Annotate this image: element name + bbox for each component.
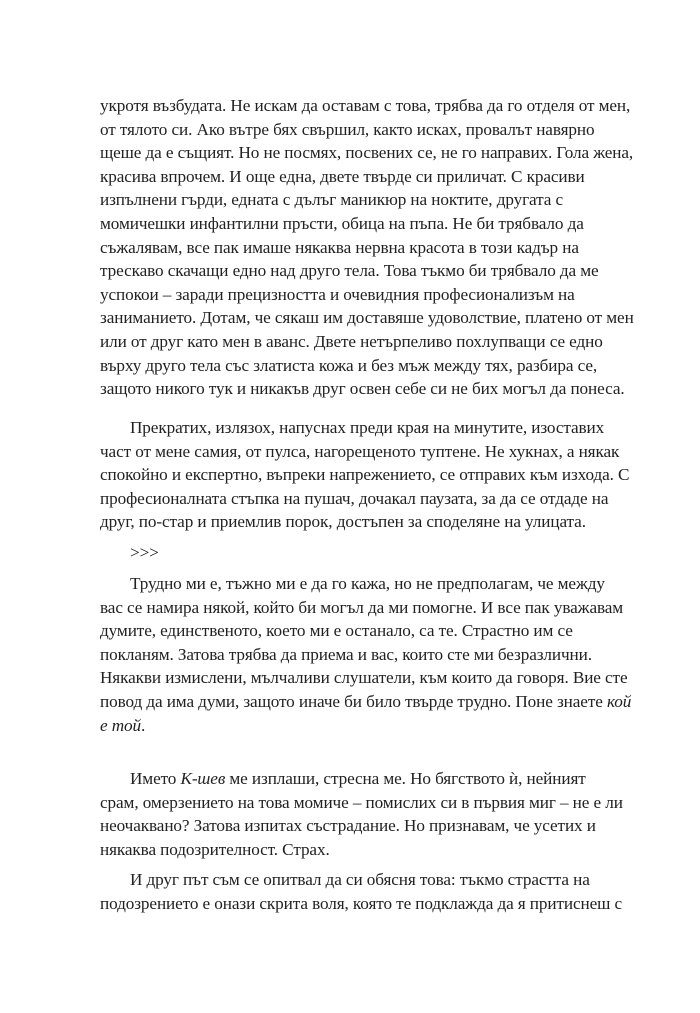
text-line: вас се намира някой, който би могъл да ми помогне. И все пак уважавам	[100, 597, 624, 617]
text-line: щеше да е същият. Но не посмях, посвених се, не го направих. Гола жена,	[100, 143, 634, 163]
text-line	[100, 767, 620, 791]
text-line: върху друго тела със златиста кожа и без мъж между тях, разбира се,	[100, 355, 598, 375]
paragraph-4	[100, 767, 623, 861]
text-line: друг, по-стар и приемлив порок, достъпен за споделяне на улицата.	[100, 512, 586, 532]
text-line: професионалната стъпка на пушач, дочакал паузата, за да се отдаде на	[100, 488, 609, 508]
paragraph-1	[100, 94, 634, 401]
text-line: срам, омерзението на това момиче – помислих си в първия миг – не е ли	[100, 792, 623, 812]
text-line: от тялото си. Ако вътре бях свършил, както исках, провалът навярно	[100, 119, 595, 139]
text-line: Някакви измислени, мълчаливи слушатели, към които да говоря. Вие сте	[100, 668, 628, 688]
text-line: успокои – заради прецизността и очевидния професионализъм на	[100, 284, 575, 304]
text-line: думите, единственото, което ми е останало, са те. Страстно им се	[100, 621, 573, 641]
text-line	[100, 714, 620, 738]
text-line: някаква подозрителност. Страх.	[100, 839, 330, 859]
text-line: или от друг като мен в аванс. Двете нетърпеливо похлупващи се едно	[100, 331, 603, 351]
text-run: повод да има думи, защото иначе би било твърде трудно. Поне знаете	[100, 691, 607, 711]
text-line: изпълнени гърди, едната с дълъг маникюр на ноктите, другата с	[100, 190, 564, 210]
text-line: част от мене самия, от пулса, нагорещеното туптене. Не хукнах, а някак	[100, 441, 620, 461]
text-line: Трудно ми е, тъжно ми е да го кажа, но не предполагам, че между	[130, 574, 605, 593]
text-line: подозрението е онази скрита воля, която те подклажда да я притиснеш с	[100, 893, 623, 913]
text-line: спокойно и експертно, въпреки напрежението, се отправих към изхода. С	[100, 465, 630, 485]
paragraph-5	[100, 868, 623, 915]
text-run: Името	[130, 769, 181, 788]
text-line: трескаво скачащи едно над друго тела. Това тъкмо би трябвало да ме	[100, 261, 599, 281]
italic-text: кой	[606, 691, 632, 711]
italic-text: е той	[100, 715, 142, 735]
text-line: И друг път съм се опитвал да си обясня това: тъкмо страстта на	[130, 870, 590, 889]
text-line: неочаквано? Затова изпитах състрадание. Но признавам, че усетих и	[100, 816, 596, 836]
text-line: красива впрочем. И още една, двете твърде си приличат. С красиви	[100, 166, 585, 186]
text-line: момичешки инфантилни пръсти, обица на пъпа. Не би трябвало да	[100, 213, 584, 233]
text-line: защото никого тук и никакъв друг освен себе си не бих могъл да понеса.	[100, 379, 625, 399]
text-line: укротя възбудата. Не искам да оставам с това, трябва да го отделя от мен,	[100, 96, 631, 115]
text-run: ме изплаши, стресна ме. Но бягството ѝ, нейният	[225, 769, 586, 788]
paragraph-3	[100, 572, 632, 737]
text-line: покланям. Затова трябва да приема и вас, които сте ми безразлични.	[100, 644, 592, 664]
section-separator: >>>	[130, 543, 159, 562]
text-line	[100, 690, 632, 714]
text-line: заниманието. Дотам, че сякаш им доставяше удоволствие, платено от мен	[100, 308, 634, 328]
text-line: Прекратих, излязох, напуснах преди края на минутите, изоставих	[130, 418, 605, 437]
text-run: .	[141, 715, 146, 735]
text-line: съжалявам, все пак имаше някаква нервна красота в този кадър на	[100, 237, 579, 257]
italic-name: К-шев	[180, 769, 226, 788]
paragraph-2	[100, 416, 630, 534]
